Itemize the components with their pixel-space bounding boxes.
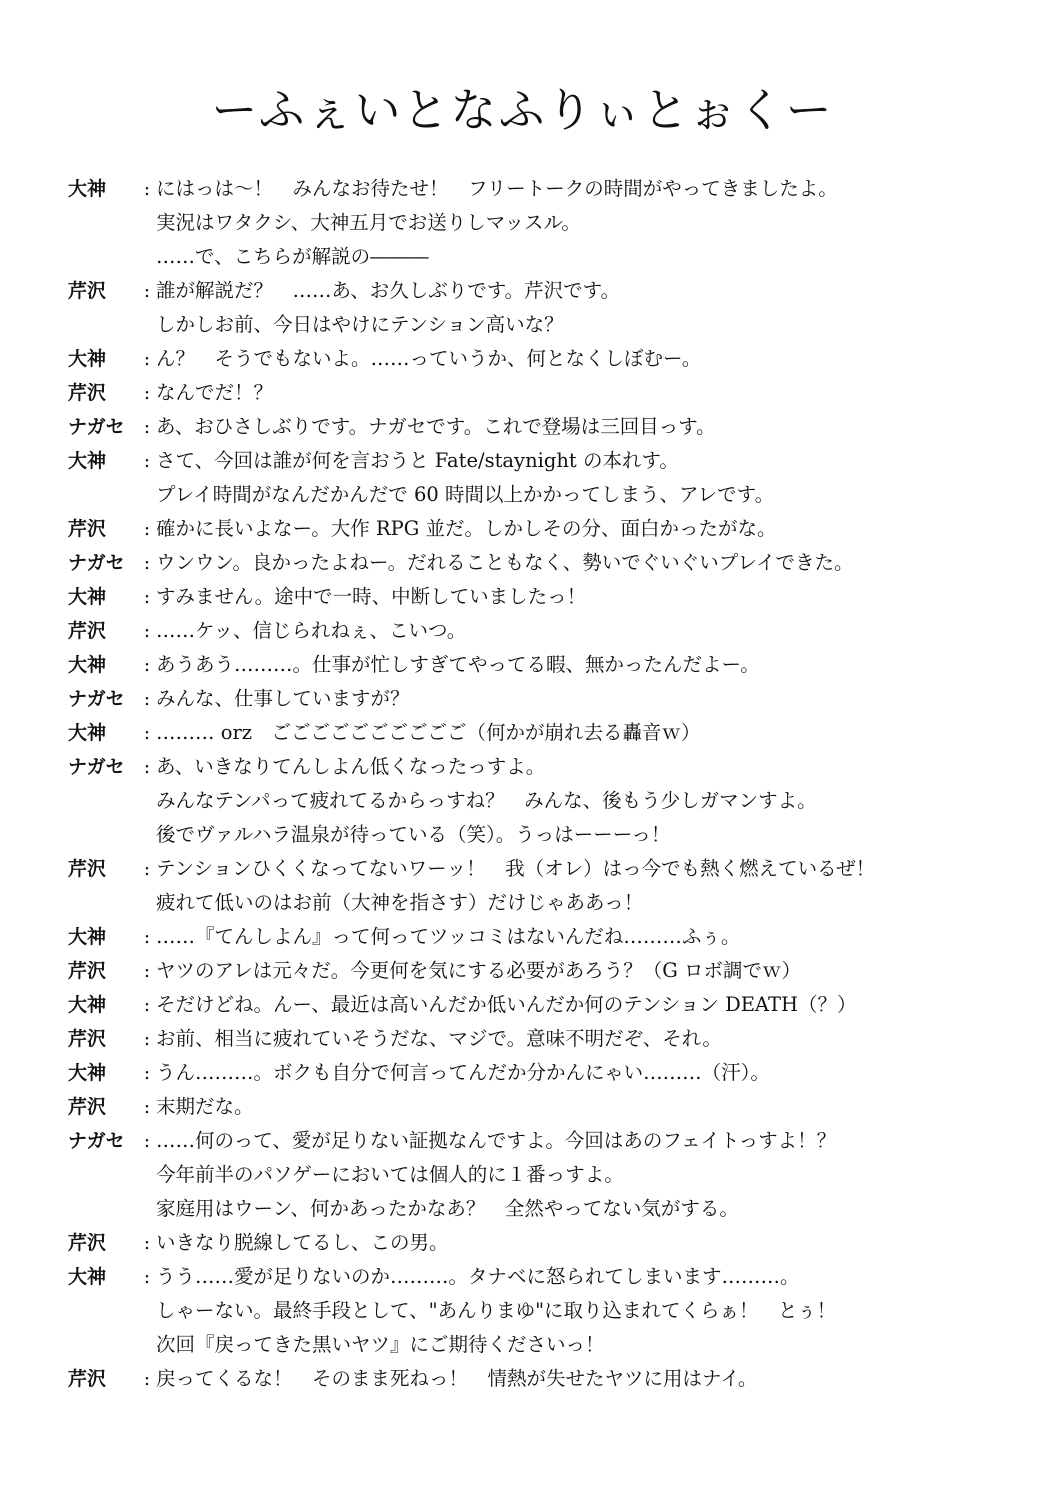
speech-line: ……で、こちらが解説の――― [156, 245, 429, 268]
speech-line: テンションひくくなってないワーッ！ 我（オレ）はっ今でも熱く燃えているぜ！ [156, 857, 876, 880]
speech-lines [156, 172, 1028, 274]
speaker-separator: : [143, 1062, 151, 1084]
speaker-name: ナガセ [68, 416, 125, 438]
dialogue-entry [68, 1022, 1028, 1056]
speech-lines [156, 852, 1028, 920]
speaker-separator: : [143, 1232, 151, 1254]
speech-lines [156, 920, 1028, 954]
speech-line: 誰が解説だ？ ……あ、お久しぶりです。芹沢です。 [156, 279, 621, 302]
speech-lines [156, 580, 1028, 614]
speaker-separator: : [143, 926, 151, 948]
speech-lines [156, 1056, 1028, 1090]
speech-line: 戻ってくるな！ そのまま死ねっ！ 情熱が失せたヤツに用はナイ。 [156, 1367, 758, 1390]
speech-lines [156, 376, 1028, 410]
speaker-separator: : [143, 722, 151, 744]
speech-line: 後でヴァルハラ温泉が待っている（笑）。うっはーーーっ！ [156, 823, 671, 846]
speech-line: あ、おひさしぶりです。ナガセです。これで登場は三回目っす。 [156, 415, 716, 438]
speech-line: 実況はワタクシ、大神五月でお送りしマッスル。 [156, 211, 581, 234]
dialogue-entry [68, 274, 1028, 342]
speaker-name: 芹沢 [68, 382, 107, 404]
speech-line: お前、相当に疲れていそうだな、マジで。意味不明だぞ、それ。 [156, 1027, 722, 1050]
speaker-name: 芹沢 [68, 620, 107, 642]
speaker-separator: : [143, 1368, 151, 1390]
speech-lines [156, 1226, 1028, 1260]
speaker-name: 大神 [68, 178, 107, 200]
speech-line: 疲れて低いのはお前（大神を指さす）だけじゃああっ！ [156, 891, 644, 914]
page-title: ーふぇいとなふりぃとぉくー [211, 83, 834, 137]
speaker-name: 芹沢 [68, 960, 107, 982]
speech-line: ん？ そうでもないよ。……っていうか、何となくしぼむー。 [156, 347, 702, 370]
speaker-name: 芹沢 [68, 518, 107, 540]
speech-line: 末期だな。 [156, 1095, 254, 1118]
dialogue-entry [68, 682, 1028, 716]
speech-lines [156, 1022, 1028, 1056]
speech-lines [156, 274, 1028, 342]
speech-line: うん………。ボクも自分で何言ってんだか分かんにゃい………（汗）。 [156, 1061, 770, 1084]
dialogue-entry [68, 716, 1028, 750]
speech-line: しかしお前、今日はやけにテンション高いな？ [156, 313, 564, 336]
speaker-separator: : [143, 1130, 151, 1152]
speech-line: プレイ時間がなんだかんだで 60 時間以上かかってしまう、アレです。 [156, 483, 775, 506]
dialogue-entry [68, 444, 1028, 512]
dialogue-entry [68, 410, 1028, 444]
speaker-separator: : [143, 518, 151, 540]
dialogue-entry [68, 512, 1028, 546]
dialogue-entry [68, 172, 1028, 274]
speaker-name: 芹沢 [68, 280, 107, 302]
speaker-name: 大神 [68, 926, 107, 948]
dialogue-entry [68, 1124, 1028, 1226]
speaker-name: 芹沢 [68, 1368, 107, 1390]
dialogue-entry [68, 648, 1028, 682]
speech-lines [156, 1362, 1028, 1396]
speaker-name: 大神 [68, 586, 107, 608]
speaker-name: 大神 [68, 450, 107, 472]
speaker-separator: : [143, 450, 151, 472]
speech-line: 家庭用はウーン、何かあったかなあ？ 全然やってない気がする。 [156, 1197, 739, 1220]
speaker-name: ナガセ [68, 552, 125, 574]
speaker-separator: : [143, 1028, 151, 1050]
speech-line: すみません。途中で一時、中断していましたっ！ [156, 585, 587, 608]
speech-lines [156, 410, 1028, 444]
speech-lines [156, 1090, 1028, 1124]
speaker-separator: : [143, 382, 151, 404]
speech-lines [156, 648, 1028, 682]
speaker-separator: : [143, 960, 151, 982]
speaker-name: 芹沢 [68, 858, 107, 880]
speaker-separator: : [143, 654, 151, 676]
speech-line: あうあう………。仕事が忙しすぎてやってる暇、無かったんだよー。 [156, 653, 760, 676]
dialogue-entry [68, 852, 1028, 920]
speech-line: ヤツのアレは元々だ。今更何を気にする必要があろう？（G ロボ調でｗ） [156, 959, 801, 982]
speech-lines [156, 716, 1028, 750]
dialogue-entry [68, 580, 1028, 614]
speaker-name: 芹沢 [68, 1096, 107, 1118]
dialogue-entry [68, 546, 1028, 580]
speech-line: さて、今回は誰が何を言おうと Fate/staynight の本れす。 [156, 449, 679, 472]
speaker-name: 芹沢 [68, 1028, 107, 1050]
speech-line: いきなり脱線してるし、この男。 [156, 1231, 449, 1254]
speaker-separator: : [143, 280, 151, 302]
speech-lines [156, 988, 1028, 1022]
speech-lines [156, 444, 1028, 512]
speech-line: ……『てんしよん』って何ってツッコミはないんだね………ふぅ。 [156, 925, 741, 948]
speaker-name: 大神 [68, 1266, 107, 1288]
speech-line: ウンウン。良かったよねー。だれることもなく、勢いでぐいぐいプレイできた。 [156, 551, 854, 574]
speaker-name: ナガセ [68, 688, 125, 710]
speaker-separator: : [143, 1266, 151, 1288]
speaker-separator: : [143, 552, 151, 574]
speech-lines [156, 512, 1028, 546]
speaker-separator: : [143, 994, 151, 1016]
speech-line: なんでだ！？ [156, 381, 274, 404]
dialogue-list [68, 172, 1028, 1396]
dialogue-entry [68, 920, 1028, 954]
speaker-name: 大神 [68, 348, 107, 370]
speaker-name: 大神 [68, 654, 107, 676]
speech-line: みんな、仕事していますが？ [156, 687, 410, 710]
speech-line: しゃーない。最終手段として、"あんりまゆ"に取り込まれてくらぁ！ とぅ！ [156, 1299, 837, 1322]
dialogue-entry [68, 614, 1028, 648]
speaker-name: 大神 [68, 722, 107, 744]
speech-lines [156, 750, 1028, 852]
speaker-separator: : [143, 416, 151, 438]
speech-line: ……何のって、愛が足りない証拠なんですよ。今回はあのフェイトっすよ！？ [156, 1129, 837, 1152]
speaker-separator: : [143, 858, 151, 880]
dialogue-entry [68, 1090, 1028, 1124]
speech-lines [156, 614, 1028, 648]
speaker-separator: : [143, 348, 151, 370]
speech-line: あ、いきなりてんしよん低くなったっすよ。 [156, 755, 546, 778]
dialogue-entry [68, 1260, 1028, 1362]
speaker-separator: : [143, 756, 151, 778]
speech-line: にはっは～！ みんなお待たせ！ フリートークの時間がやってきましたよ。 [156, 177, 838, 200]
dialogue-entry [68, 1056, 1028, 1090]
dialogue-entry [68, 1362, 1028, 1396]
speech-line: みんなテンパって疲れてるからっすね？ みんな、後もう少しガマンすよ。 [156, 789, 817, 812]
speech-lines [156, 546, 1028, 580]
speech-line: うう……愛が足りないのか………。タナベに怒られてしまいます………。 [156, 1265, 800, 1288]
speech-line: そだけどね。んー、最近は高いんだか低いんだか何のテンション DEATH（？） [156, 993, 857, 1016]
dialogue-entry [68, 376, 1028, 410]
speaker-name: ナガセ [68, 756, 125, 778]
speech-lines [156, 1260, 1028, 1362]
speech-line: ……… orz ごごごごごごごごごご（何かが崩れ去る轟音ｗ） [156, 721, 701, 744]
speaker-name: 大神 [68, 994, 107, 1016]
speaker-name: ナガセ [68, 1130, 125, 1152]
dialogue-entry [68, 988, 1028, 1022]
speech-line: 今年前半のパソゲーにおいては個人的に１番っすよ。 [156, 1163, 624, 1186]
dialogue-entry [68, 342, 1028, 376]
speaker-separator: : [143, 586, 151, 608]
dialogue-entry [68, 750, 1028, 852]
speaker-name: 芹沢 [68, 1232, 107, 1254]
speech-lines [156, 682, 1028, 716]
speaker-separator: : [143, 620, 151, 642]
speaker-name: 大神 [68, 1062, 107, 1084]
speech-line: ……ケッ、信じられねぇ、こいつ。 [156, 619, 467, 642]
speech-line: 次回『戻ってきた黒いヤツ』にご期待くださいっ！ [156, 1333, 605, 1356]
speaker-separator: : [143, 688, 151, 710]
speech-lines [156, 1124, 1028, 1226]
speech-lines [156, 954, 1028, 988]
speech-line: 確かに長いよなー。大作 RPG 並だ。しかしその分、面白かったがな。 [156, 517, 777, 540]
dialogue-entry [68, 1226, 1028, 1260]
speaker-separator: : [143, 178, 151, 200]
dialogue-entry [68, 954, 1028, 988]
speech-lines [156, 342, 1028, 376]
speaker-separator: : [143, 1096, 151, 1118]
